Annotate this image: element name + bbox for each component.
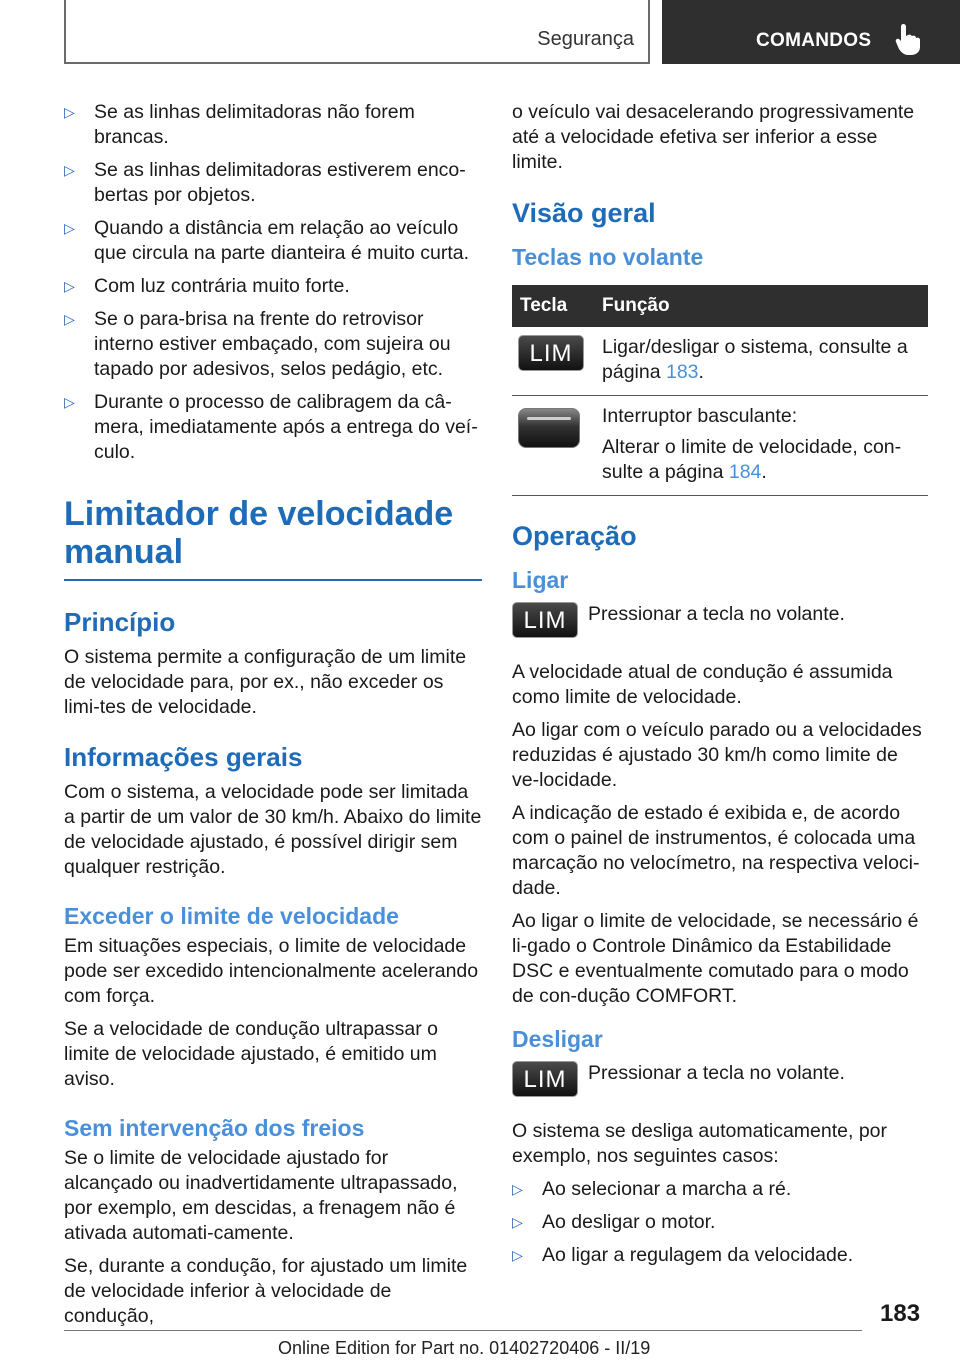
brakes-text-2: Se, durante a condução, for ajustado um limite de velocidade inferior à velocidade de condução, [64, 1255, 468, 1327]
list-item: ▷ Se as linhas delimitadoras não forem brancas. [64, 101, 415, 148]
list-item: ▷ Ao desligar o motor. [512, 1211, 716, 1233]
off-heading: Desligar [512, 1026, 603, 1052]
lim-button-icon: LIM [512, 1061, 578, 1097]
chapter-title: Limitador de velocidade manual [64, 495, 454, 571]
brakes-heading: Sem intervenção dos freios [64, 1115, 365, 1141]
off-text: O sistema se desliga automaticamente, por exemplo, nos seguintes casos: [512, 1120, 888, 1167]
triangle-bullet-icon: ▷ [64, 278, 75, 294]
wheel-keys-heading: Teclas no volante [512, 244, 704, 270]
col-header-key: Tecla [512, 285, 594, 327]
list-item: ▷ Se o para-brisa na frente do retrovisor interno estiver embaçado, com sujeira ou tapado por adesivos, selos pedágio, etc. [64, 308, 451, 380]
header-chapter-box [662, 0, 960, 64]
list-item: ▷ Se as linhas delimitadoras estiverem enco‐bertas por objetos. [64, 159, 466, 206]
general-heading: Informações gerais [64, 742, 303, 772]
rocker-switch-icon [518, 408, 580, 448]
general-text: Com o sistema, a velocidade pode ser limitada a partir de um valor de 30 km/h. Abaixo do limite de velocidade ajustado, é possível dirigir sem qualquer restrição. [64, 781, 482, 878]
header-section-box [64, 0, 650, 64]
triangle-bullet-icon: ▷ [64, 311, 75, 327]
list-item: ▷ Com luz contrária muito forte. [64, 275, 350, 297]
off-key-row [512, 1061, 928, 1105]
continued-text: o veículo vai desacelerando progressivamente até a velocidade efetiva ser inferior a esse limite. [512, 101, 915, 173]
pointing-hand-icon [894, 22, 924, 56]
page-link-183[interactable]: 183 [665, 361, 699, 383]
operation-heading: Operação [512, 521, 637, 551]
lim-button-icon: LIM [518, 335, 584, 371]
header-section-title: Segurança [537, 28, 634, 50]
on-text-3: A indicação de estado é exibida e, de acordo com o painel de instrumentos, é colocada uma marcação no velocímetro, na respectiva veloci‐dade. [512, 802, 920, 899]
col-header-function: Função [594, 285, 928, 327]
principle-text: O sistema permite a configuração de um limite de velocidade para, por ex., não exceder os limi‐tes de velocidade. [64, 646, 467, 718]
right-column [512, 100, 928, 1276]
left-column [64, 100, 482, 1337]
on-text-2: Ao ligar com o veículo parado ou a velocidades reduzidas é ajustado 30 km/h como limite de ve‐locidade. [512, 719, 922, 791]
principle-heading: Princípio [64, 607, 176, 637]
triangle-bullet-icon: ▷ [64, 104, 75, 120]
on-instruction: Pressionar a tecla no volante. [588, 603, 845, 625]
off-cases-list [512, 1177, 928, 1268]
brakes-text-1: Se o limite de velocidade ajustado for alcançado ou inadvertidamente ultrapassado, por exemplo, em descidas, a frenagem não é ativada automati‐camente. [64, 1147, 458, 1244]
page-link-184[interactable]: 184 [728, 461, 762, 483]
list-item: ▷ Ao ligar a regulagem da velocidade. [512, 1244, 854, 1266]
triangle-bullet-icon: ▷ [64, 394, 75, 410]
triangle-bullet-icon: ▷ [512, 1214, 523, 1230]
exceed-heading: Exceder o limite de velocidade [64, 903, 399, 929]
list-item: ▷ Quando a distância em relação ao veículo que circula na parte dianteira é muito curta. [64, 217, 470, 264]
footer-divider [64, 1330, 862, 1331]
triangle-bullet-icon: ▷ [64, 162, 75, 178]
exceed-text-1: Em situações especiais, o limite de velocidade pode ser excedido intencionalmente acelerando com força. [64, 935, 479, 1007]
keys-table [512, 285, 928, 496]
exceed-text-2: Se a velocidade de condução ultrapassar o limite de velocidade ajustado, é emitido um aviso. [64, 1018, 439, 1090]
footer-edition: Online Edition for Part no. 01402720406 - II/19 [278, 1338, 651, 1358]
overview-heading: Visão geral [512, 198, 656, 228]
conditions-list [64, 100, 482, 465]
triangle-bullet-icon: ▷ [512, 1181, 523, 1197]
triangle-bullet-icon: ▷ [512, 1247, 523, 1263]
table-header-row [512, 285, 928, 327]
off-instruction: Pressionar a tecla no volante. [588, 1062, 845, 1084]
on-key-row [512, 602, 928, 646]
page-number: 183 [880, 1300, 921, 1327]
triangle-bullet-icon: ▷ [64, 220, 75, 236]
on-heading: Ligar [512, 567, 569, 593]
table-row: LIM Ligar/desligar o sistema, consulte a página 183. [512, 327, 928, 396]
header-chapter-title: COMANDOS [756, 30, 872, 51]
list-item: ▷ Ao selecionar a marcha a ré. [512, 1178, 792, 1200]
lim-button-icon: LIM [512, 602, 578, 638]
on-text-4: Ao ligar o limite de velocidade, se necessário é li‐gado o Controle Dinâmico da Estabilidade DSC e eventualmente comutado para o modo de con‐dução COMFORT. [512, 910, 919, 1007]
on-text-1: A velocidade atual de condução é assumida como limite de velocidade. [512, 661, 893, 708]
table-row: Interruptor basculante: Alterar o limite de velocidade, con‐sulte a página 184. [512, 396, 928, 496]
list-item: ▷ Durante o processo de calibragem da câ‐mera, imediatamente após a entrega do veí‐culo. [64, 391, 478, 463]
title-divider [64, 579, 482, 581]
